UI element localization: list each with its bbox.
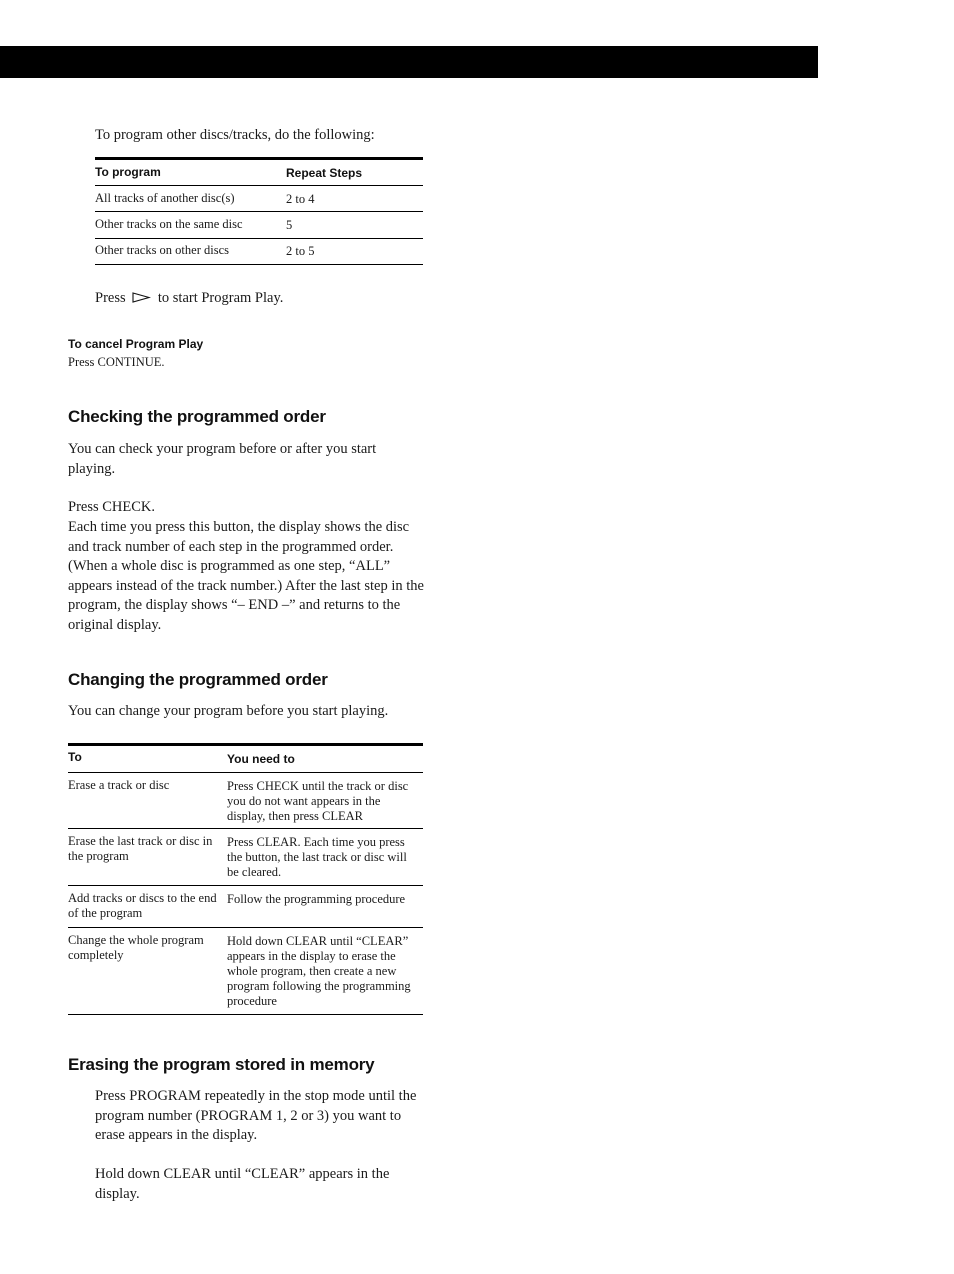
table-cell: Erase the last track or disc in the program <box>68 834 213 863</box>
program-table <box>95 157 423 265</box>
table-cell: 5 <box>286 218 293 232</box>
press-play-text: Press to start Program Play. <box>95 290 284 306</box>
erasing-p2: Hold down CLEAR until “CLEAR” appears in the display. <box>95 1166 390 1202</box>
table-cell: Change the whole program completely <box>68 933 204 962</box>
checking-p3: Each time you press this button, the display shows the disc and track number of each step in the programmed order. (When a whole disc is programmed as one step, “ALL” appears instead of the track number.) After the last step in the program, the display shows “– END –” and returns to the original display. <box>68 519 424 633</box>
section-heading-erasing: Erasing the program stored in memory <box>68 1055 375 1074</box>
table-row <box>95 186 423 212</box>
table-cell: 2 to 4 <box>286 192 315 206</box>
section-heading-checking: Checking the programmed order <box>68 407 326 426</box>
table-cell: Press CHECK until the track or disc you do not want appears in the display, then press CLEAR <box>227 779 409 823</box>
table-row <box>68 773 423 829</box>
table-cell: Erase a track or disc <box>68 778 170 792</box>
intro-text: To program other discs/tracks, do the following: <box>95 127 375 143</box>
play-triangle-icon <box>132 292 151 303</box>
table-cell: Other tracks on other discs <box>95 243 229 257</box>
table-row <box>68 886 423 928</box>
section-heading-changing: Changing the programmed order <box>68 670 328 689</box>
changing-p1: You can change your program before you start playing. <box>68 703 389 719</box>
table-cell: Add tracks or discs to the end of the program <box>68 891 217 920</box>
table-cell: 2 to 5 <box>286 244 315 258</box>
changing-table <box>68 743 423 1015</box>
table-header: Repeat Steps <box>286 166 363 180</box>
table-header: To <box>68 750 82 764</box>
cancel-text: Press CONTINUE. <box>68 355 165 369</box>
erasing-p1: Press PROGRAM repeatedly in the stop mode until the program number (PROGRAM 1, 2 or 3) you want to erase appears in the display. <box>95 1088 417 1143</box>
cancel-heading: To cancel Program Play <box>68 337 204 351</box>
checking-p1: You can check your program before or after you start playing. <box>68 441 377 477</box>
header-bar <box>0 46 818 78</box>
table-cell: Other tracks on the same disc <box>95 217 243 231</box>
checking-p2: Press CHECK. <box>68 499 156 515</box>
table-cell: Follow the programming procedure <box>227 892 406 906</box>
table-row <box>95 239 423 265</box>
table-cell: Hold down CLEAR until “CLEAR” appears in the display to erase the whole program, then create a new program following the programming procedure <box>227 934 411 1008</box>
table-row <box>68 829 423 886</box>
table-cell: Press CLEAR. Each time you press the button, the last track or disc will be cleared. <box>227 835 407 879</box>
table-header: You need to <box>227 752 295 766</box>
table-header: To program <box>95 165 161 179</box>
table-row <box>68 928 423 1015</box>
table-cell: All tracks of another disc(s) <box>95 191 235 205</box>
table-row <box>95 212 423 239</box>
